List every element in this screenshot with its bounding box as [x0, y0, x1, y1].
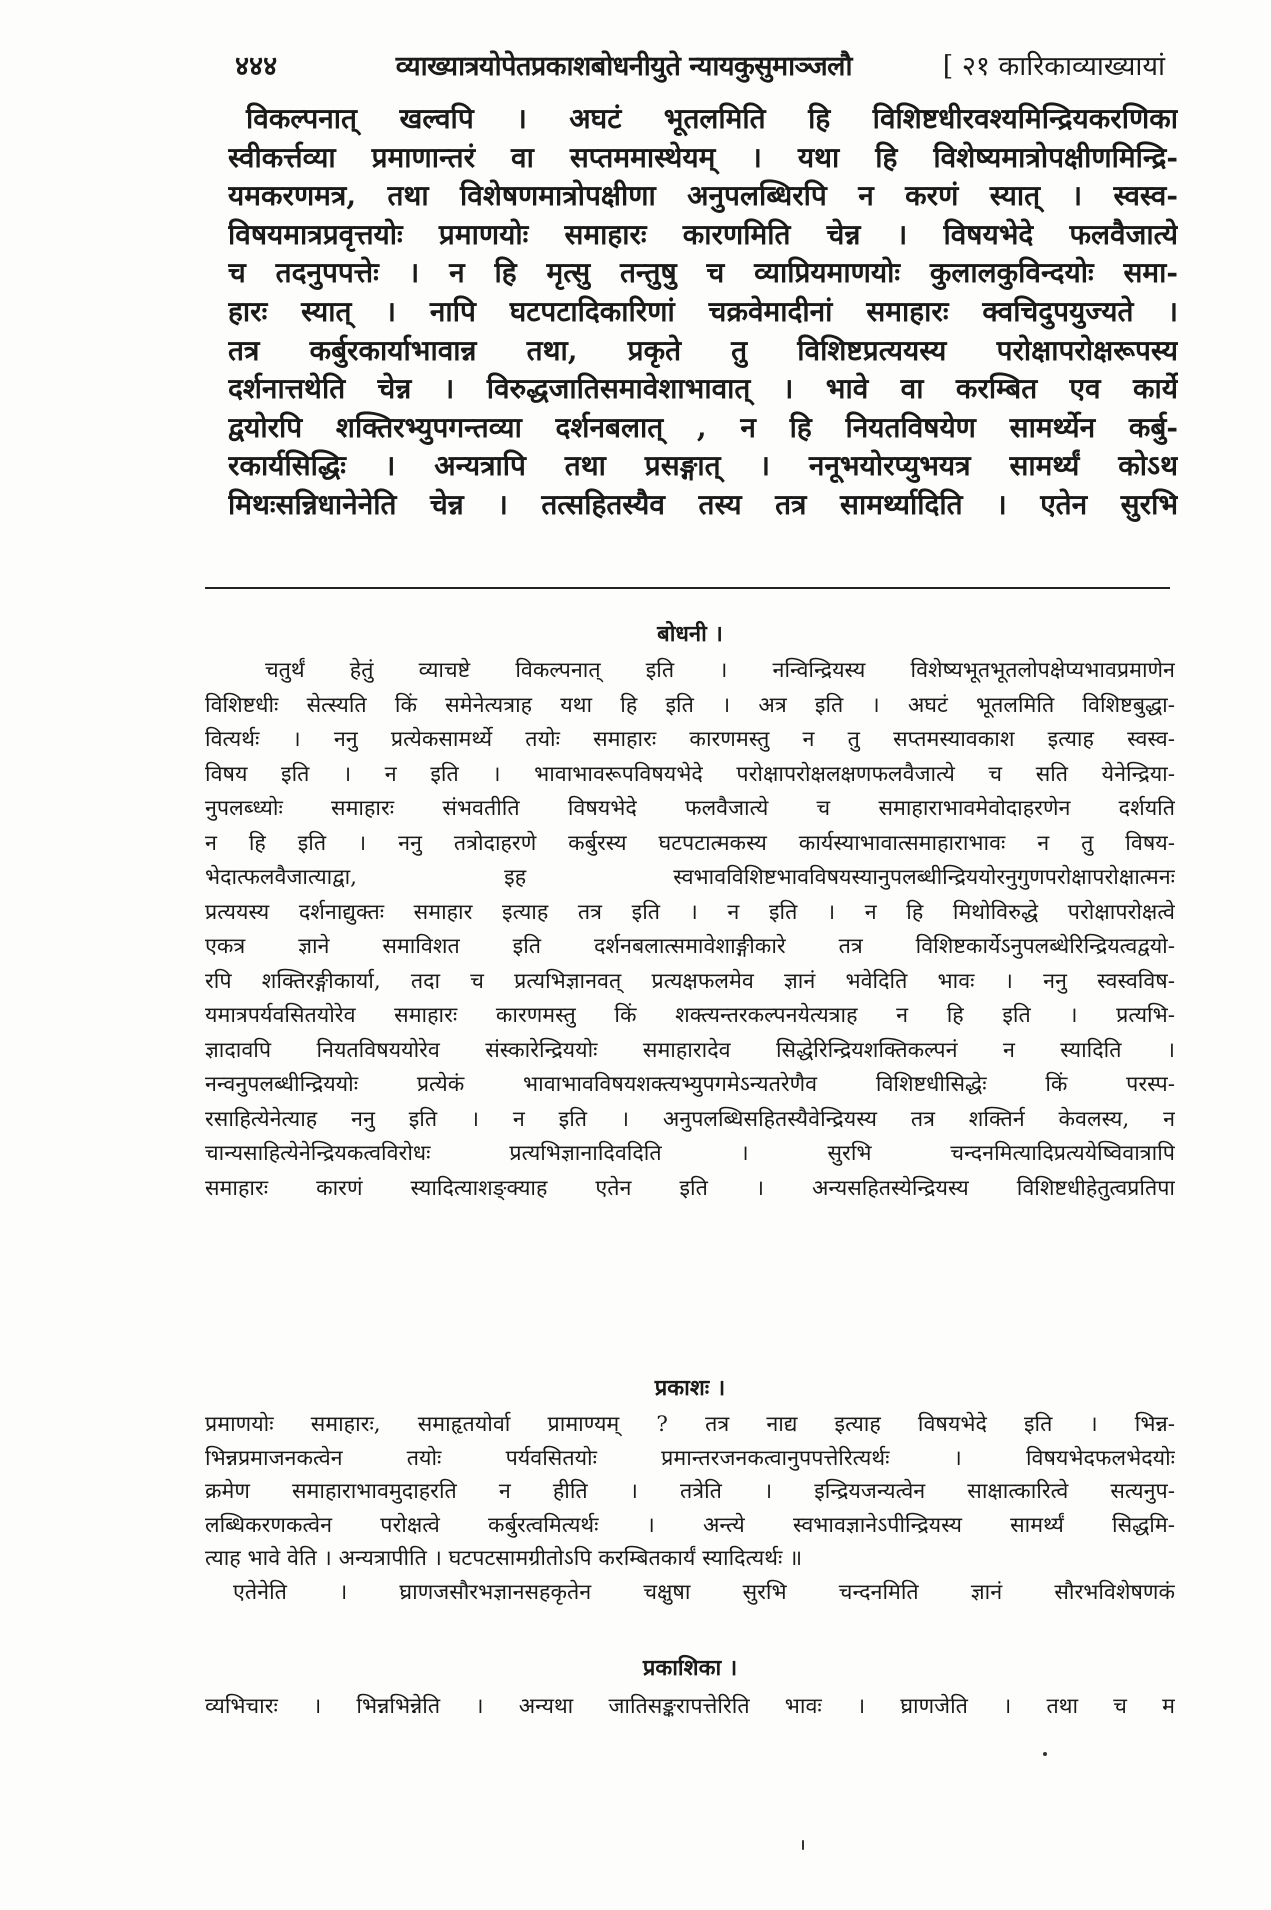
text-line: द्वयोरपि शक्तिरभ्युपगन्तव्या दर्शनबलात् , न हि नियतविषयेण सामर्थ्येन कर्बु- — [228, 410, 1178, 444]
text-line: न हि इति । ननु तत्रोदाहरणे कर्बुरस्य घटपटात्मकस्य कार्यस्याभावात्समाहाराभावः न तु विषय- — [205, 830, 1175, 856]
text-line: रकार्यसिद्धिः । अन्यत्रापि तथा प्रसङ्गात् । ननूभयोरप्युभयत्र सामर्थ्यं कोऽथ — [228, 449, 1178, 483]
text-line: चतुर्थं हेतुं व्याचष्टे विकल्पनात् इति । नन्विन्द्रियस्य विशेष्यभूतभूतलोपक्षेप्यभावप्रमाणेन — [265, 658, 1175, 683]
text-line: मिथःसन्निधानेनेति चेन्न । तत्सहितस्यैव तस्य तत्र सामर्थ्यादिति । एतेन सुरभि — [228, 487, 1178, 521]
running-header — [235, 38, 1165, 90]
text-line: लब्धिकरणकत्वेन परोक्षत्वे कर्बुरत्वमित्यर्थः । अन्त्ये स्वभावज्ञानेऽपीन्द्रियस्य सामर्थ्यं सिद्धमि- — [205, 1512, 1175, 1538]
text-line: स्वीकर्त्तव्या प्रमाणान्तरं वा सप्तममास्थेयम् । यथा हि विशेष्यमात्रोपक्षीणमिन्द्रि- — [228, 140, 1178, 174]
text-line: ज्ञादावपि नियतविषययोरेव संस्कारेन्द्रिययोः समाहारादेव सिद्धेरिन्द्रियशक्तिकल्पनं न स्यादिति । — [205, 1037, 1175, 1063]
ink-speck — [1043, 1752, 1047, 1756]
text-line: प्रत्ययस्य दर्शनाद्युक्तः समाहार इत्याह तत्र इति । न इति । न हि मिथोविरुद्धे परोक्षापरोक्षत्वे — [205, 899, 1175, 925]
text-line: त्याह भावे वेति । अन्यत्रापीति । घटपटसामग्रीतोऽपि करम्बितकार्यं स्यादित्यर्थः ॥ — [205, 1546, 803, 1571]
text-line: विषय इति । न इति । भावाभावरूपविषयभेदे परोक्षापरोक्षलक्षणफलवैजात्ये च सति येनेन्द्रिया- — [205, 761, 1175, 787]
text-line: एतेनेति । घ्राणजसौरभज्ञानसहकृतेन चक्षुषा सुरभि चन्दनमिति ज्ञानं सौरभविशेषणकं — [233, 1579, 1175, 1605]
text-line: नन्वनुपलब्धीन्द्रिययोः प्रत्येकं भावाभावविषयशक्त्यभ्युपगमेऽन्यतरेणैव विशिष्टधीसिद्धेः किं परस्प- — [205, 1072, 1175, 1097]
prakashika-heading: प्रकाशिका । — [642, 1655, 738, 1681]
text-line: यमकरणमत्र, तथा विशेषणमात्रोपक्षीणा अनुपलब्धिरपि न करणं स्यात् । स्वस्व- — [228, 179, 1178, 213]
root-text — [228, 100, 1178, 525]
prakasha-heading: प्रकाशः । — [654, 1375, 726, 1401]
text-line: रसाहित्येनेत्याह ननु इति । न इति । अनुपलब्धिसहितस्यैवेन्द्रियस्य तत्र शक्तिर्न केवलस्य, न — [205, 1106, 1175, 1132]
text-line: विषयमात्रप्रवृत्तयोः प्रमाणयोः समाहारः कारणमिति चेन्न । विषयभेदे फलवैजात्ये — [228, 217, 1178, 251]
text-line: चान्यसाहित्येनेन्द्रियकत्वविरोधः प्रत्यभिज्ञानादिवदिति । सुरभि चन्दनमित्यादिप्रत्ययेष्विवात्रापि — [205, 1141, 1175, 1166]
text-line: हारः स्यात् । नापि घटपटादिकारिणां चक्रवेमादीनां समाहारः क्वचिदुपयुज्यते । — [228, 294, 1178, 328]
ink-speck — [802, 1840, 804, 1850]
bodhani-commentary — [205, 654, 1175, 1206]
text-line: भेदात्फलवैजात्याद्वा, इह स्वभावविशिष्टभावविषयस्यानुपलब्धीन्द्रिययोरनुगुणपरोक्षापरोक्षात्मनः — [205, 865, 1175, 890]
text-line: दर्शनात्तथेति चेन्न । विरुद्धजातिसमावेशाभावात् । भावे वा करम्बित एव कार्ये — [228, 372, 1178, 406]
text-line: एकत्र ज्ञाने समाविशत इति दर्शनबलात्समावेशाङ्गीकारे तत्र विशिष्टकार्येऽनुपलब्धेरिन्द्रियत्वद्वयो- — [205, 934, 1175, 959]
running-title: व्याख्यात्रयोपेतप्रकाशबोधनीयुते न्यायकुसुमाञ्जलौ — [395, 50, 852, 82]
text-line: नुपलब्ध्योः समाहारः संभवतीति विषयभेदे फलवैजात्ये च समाहाराभावमेवोदाहरणेन दर्शयति — [205, 796, 1175, 821]
prakasha-commentary — [205, 1408, 1175, 1609]
section-reference: [ २१ कारिकाव्याख्यायां — [942, 50, 1165, 82]
prakashika-commentary — [205, 1690, 1175, 1724]
text-line: समाहारः कारणं स्यादित्याशङ्क्याह एतेन इति । अन्यसहितस्येन्द्रियस्य विशिष्टधीहेतुत्वप्रतिपा — [205, 1175, 1175, 1201]
page-number: ४४४ — [235, 50, 278, 82]
text-line: तत्र कर्बुरकार्याभावान्न तथा, प्रकृते तु विशिष्टप्रत्ययस्य परोक्षापरोक्षरूपस्य — [228, 333, 1178, 367]
text-line: विशिष्टधीः सेत्स्यति किं समेनेत्यत्राह यथा हि इति । अत्र इति । अघटं भूतलमिति विशिष्टबुद्धा- — [205, 692, 1175, 718]
text-line: व्यभिचारः । भिन्नभिन्नेति । अन्यथा जातिसङ्करापत्तेरिति भावः । घ्राणजेति । तथा च म — [205, 1694, 1175, 1719]
text-line: च तदनुपपत्तेः । न हि मृत्सु तन्तुषु च व्याप्रियमाणयोः कुलालकुविन्दयोः समा- — [228, 256, 1178, 290]
text-line: रपि शक्तिरङ्गीकार्या, तदा च प्रत्यभिज्ञानवत् प्रत्यक्षफलमेव ज्ञानं भवेदिति भावः । ननु स्वस्वविष- — [205, 968, 1175, 994]
text-line: भिन्नप्रमाजनकत्वेन तयोः पर्यवसितयोः प्रमान्तरजनकत्वानुपपत्तेरित्यर्थः । विषयभेदफलभेदयोः — [205, 1445, 1175, 1471]
text-line: क्रमेण समाहाराभावमुदाहरति न हीति । तत्रेति । इन्द्रियजन्यत्वेन साक्षात्कारित्वे सत्यनुप- — [205, 1479, 1175, 1504]
section-rule — [205, 587, 1170, 589]
text-line: विकल्पनात् खल्वपि । अघटं भूतलमिति हि विशिष्टधीरवश्यमिन्द्रियकरणिका — [246, 102, 1178, 135]
text-line: वित्यर्थः । ननु प्रत्येकसामर्थ्ये तयोः समाहारः कारणमस्तु न तु सप्तमस्यावकाश इत्याह स्वस्व- — [205, 727, 1175, 752]
bodhani-heading: बोधनी । — [657, 621, 723, 647]
text-line: यमात्रपर्यवसितयोरेव समाहारः कारणमस्तु किं शक्त्यन्तरकल्पनयेत्यत्राह न हि इति । प्रत्यभि- — [205, 1003, 1175, 1028]
text-line: प्रमाणयोः समाहारः, समाहृतयोर्वा प्रामाण्यम् ? तत्र नाद्य इत्याह विषयभेदे इति । भिन्न- — [205, 1412, 1175, 1437]
